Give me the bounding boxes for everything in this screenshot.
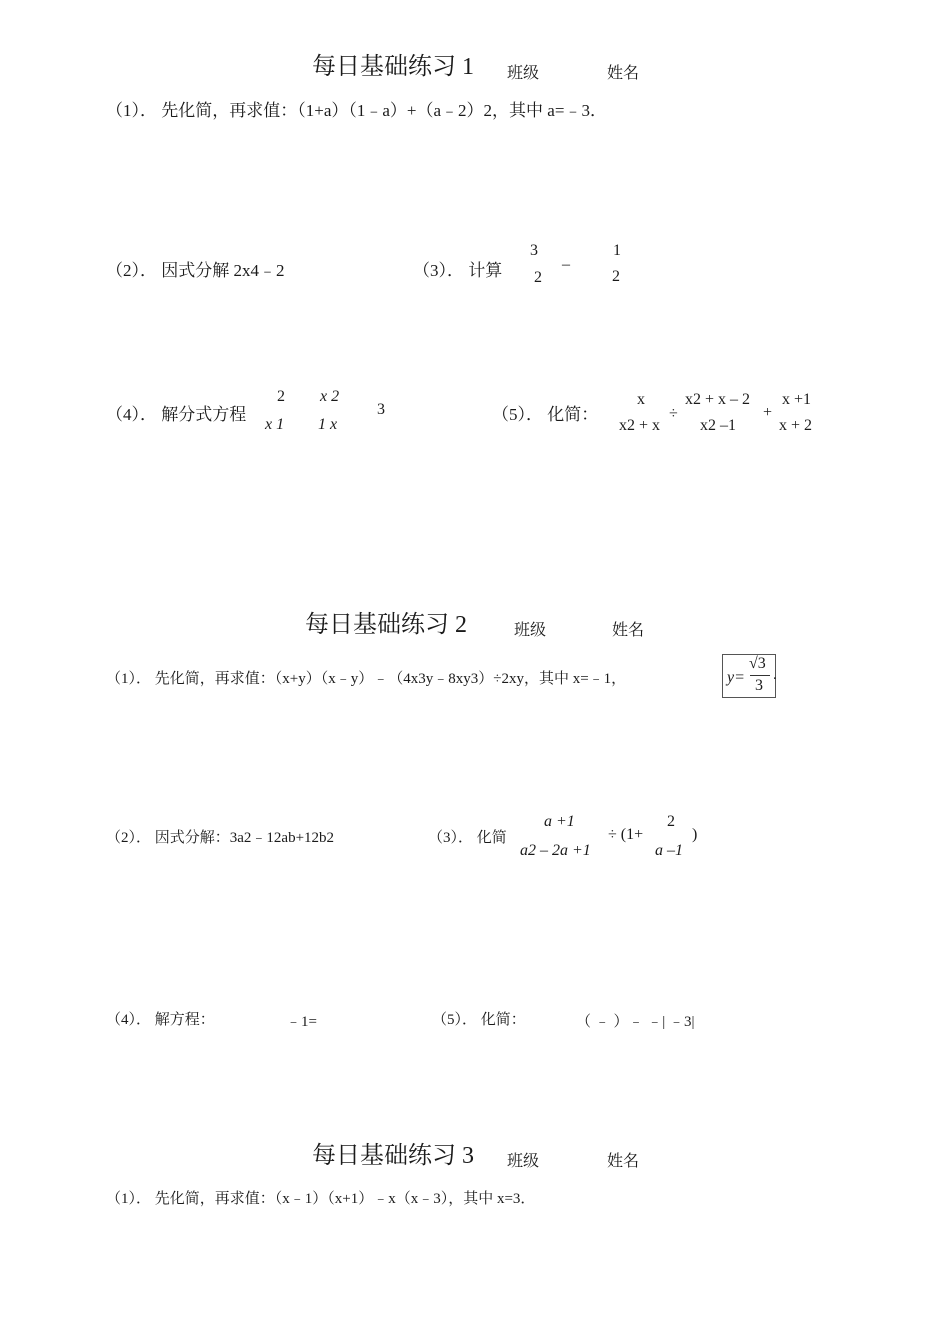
- fraction-bar: [750, 675, 770, 676]
- class-label: 班级: [514, 622, 547, 639]
- problem-text: 化简：: [547, 405, 599, 424]
- name-label: 姓名: [612, 622, 645, 639]
- fraction-denominator: x2 –1: [700, 417, 736, 434]
- problem-text: 计算: [468, 261, 503, 280]
- section-2-title: 每日基础练习 2: [305, 612, 467, 638]
- name-label: 姓名: [607, 65, 640, 82]
- fraction-denominator: 3: [755, 677, 763, 694]
- problem-text: 先化简，再求值：（x﹣1）（x+1）﹣x（x﹣3），其中 x=3．: [154, 1191, 536, 1207]
- problem-number: （1）．: [106, 101, 157, 120]
- y-value-box: [722, 654, 776, 698]
- fraction-denominator: 2: [534, 269, 542, 286]
- fraction-numerator: x: [637, 391, 645, 408]
- problem-text: 先化简，再求值：（x+y）（x﹣y）﹣（4x3y﹣8xy3）÷2xy，其中 x=﹣1，: [154, 671, 627, 687]
- division-expression: ÷ (1+: [608, 826, 644, 843]
- problem-2: [106, 826, 334, 847]
- problem-1: [106, 96, 607, 121]
- fraction-numerator: 2: [667, 813, 675, 830]
- fraction-denominator: x2 + x: [619, 417, 661, 434]
- problem-number: （3）．: [428, 830, 474, 846]
- problem-number: （5）．: [432, 1012, 478, 1028]
- equation-rhs: 3: [377, 401, 385, 418]
- y-equals: y=: [727, 669, 745, 686]
- section-3-title: 每日基础练习 3: [312, 1143, 474, 1169]
- problem-4: [106, 1008, 215, 1029]
- problem-number: （3）．: [413, 261, 464, 280]
- problem-4: [106, 400, 246, 425]
- division-sign: ÷: [669, 405, 678, 422]
- problem-3: [428, 826, 507, 847]
- fraction-numerator: x 2: [320, 388, 340, 405]
- problem-text: 解方程：: [154, 1012, 215, 1028]
- problem-1: [106, 667, 626, 688]
- problem-text: 先化简，再求值：（1+a）（1﹣a）+（a﹣2）2，其中 a=﹣3．: [161, 101, 607, 120]
- fraction-numerator: a +1: [544, 813, 575, 830]
- plus-sign: +: [763, 404, 773, 421]
- problem-number: （4）．: [106, 1012, 152, 1028]
- fraction-numerator: 2: [277, 388, 285, 405]
- problem-3: [413, 256, 502, 281]
- problem-text: 解分式方程: [161, 405, 247, 424]
- fraction-denominator: 2: [612, 268, 620, 285]
- section-1-title: 每日基础练习 1: [312, 54, 474, 80]
- class-label: 班级: [507, 1153, 540, 1170]
- fraction-denominator: a –1: [655, 842, 683, 859]
- problem-number: （4）．: [106, 405, 157, 424]
- fraction-numerator: 1: [613, 242, 621, 259]
- sqrt-three: √3: [749, 655, 766, 672]
- fraction-numerator: x +1: [782, 391, 812, 408]
- class-label: 班级: [507, 65, 540, 82]
- period: .: [773, 667, 777, 683]
- fraction-numerator: 3: [530, 242, 538, 259]
- problem-number: （2）．: [106, 261, 157, 280]
- problem-text: 因式分解 2x4﹣2: [161, 261, 285, 280]
- problem-5: [492, 400, 598, 425]
- fraction-denominator: a2 – 2a +1: [520, 842, 591, 859]
- problem-number: （2）．: [106, 830, 152, 846]
- fraction-denominator: x 1: [265, 416, 285, 433]
- problem-text: 因式分解：3a2﹣12ab+12b2: [154, 830, 335, 846]
- expression-tail: （ ﹣ ）﹣ ﹣| ﹣3|: [576, 1014, 695, 1030]
- operator: –: [562, 256, 570, 273]
- problem-1: [106, 1187, 535, 1208]
- problem-number: （1）．: [106, 671, 152, 687]
- problem-2: [106, 256, 285, 281]
- fraction-numerator: x2 + x – 2: [685, 391, 751, 408]
- name-label: 姓名: [607, 1153, 640, 1170]
- fraction-denominator: x + 2: [779, 417, 813, 434]
- problem-5: [432, 1008, 526, 1029]
- problem-number: （5）．: [492, 405, 543, 424]
- equation-tail: ﹣1=: [286, 1014, 317, 1030]
- problem-text: 化简：: [480, 1012, 526, 1028]
- close-paren: ): [692, 826, 698, 843]
- problem-number: （1）．: [106, 1191, 152, 1207]
- problem-text: 化简: [476, 830, 507, 846]
- fraction-denominator: 1 x: [318, 416, 338, 433]
